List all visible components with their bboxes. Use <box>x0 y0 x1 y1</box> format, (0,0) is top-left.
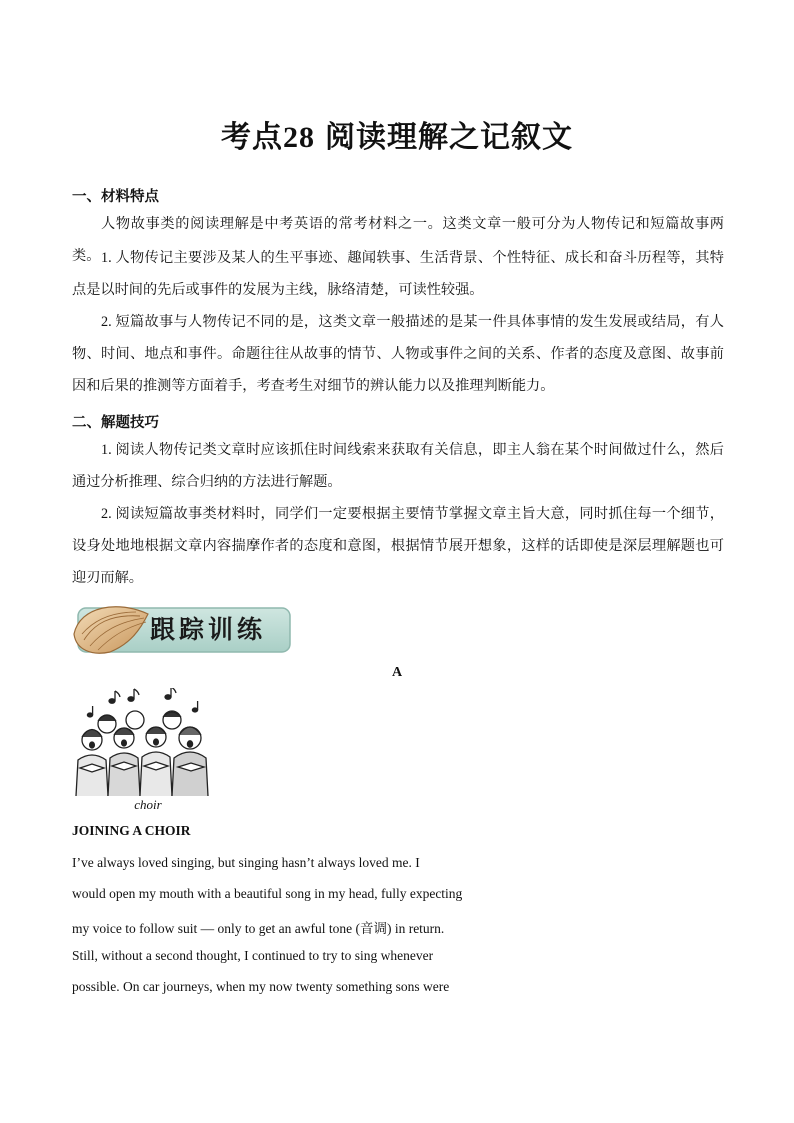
page-title <box>0 112 794 156</box>
passage-line: I’ve always loved singing, but singing hasn’t always loved me. I <box>72 855 420 870</box>
music-note-icon <box>87 706 92 717</box>
section1-paragraph-1: 1. 人物传记主要涉及某人的生平事迹、趣闻轶事、生活背景、个性特征、成长和奋斗历程等，其特点是以时间的先后或事件的发展为主线，脉络清楚，可读性较强。 <box>72 250 724 298</box>
tracking-practice-banner <box>70 600 292 658</box>
passage-line: would open my mouth with a beautiful song in my head, fully expecting <box>72 886 463 901</box>
image-caption: choir <box>134 797 162 812</box>
passage-letter: A <box>391 665 403 680</box>
choir-illustration <box>72 688 224 796</box>
music-note-icon <box>165 688 176 699</box>
music-note-icon <box>109 691 120 703</box>
passage-line: possible. On car journeys, when my now twenty something sons were <box>72 979 450 994</box>
section1-heading: 一、材料特点 <box>72 189 159 205</box>
section1-paragraph-2: 2. 短篇故事与人物传记不同的是，这类文章一般描述的是某一件具体事情的发生发展或结局，有人物、时间、地点和事件。命题往往从故事的情节、人物或事件之间的关系、作者的态度及意图、故事前因和后果的推测等方面着手，考查考生对细节的辨认能力以及推理判断能力。 <box>72 314 724 394</box>
music-note-icon <box>128 689 139 701</box>
banner-label: 跟踪训练 <box>150 615 267 644</box>
passage-line: my voice to follow suit — only to get an awful tone (音调) in return. <box>72 921 445 936</box>
section2-paragraph-0: 1. 阅读人物传记类文章时应该抓住时间线索来获取有关信息，即主人翁在某个时间做过什么，然后通过分析推理、综合归纳的方法进行解题。 <box>72 442 724 490</box>
title-prefix: 考点28 <box>221 121 315 154</box>
article-title: JOINING A CHOIR <box>72 823 191 838</box>
passage-line: Still, without a second thought, I continued to try to sing whenever <box>72 948 434 963</box>
section1-paragraph-0: 人物故事类的阅读理解是中考英语的常考材料之一。这类文章一般可分为人物传记和短篇故事两类。 <box>72 216 724 264</box>
section2-heading: 二、解题技巧 <box>72 415 159 431</box>
section2-paragraph-1: 2. 阅读短篇故事类材料时，同学们一定要根据主要情节掌握文章主旨大意，同时抓住每一个细节，设身处地地根据文章内容揣摩作者的态度和意图，根据情节展开想象，这样的话即使是深层理解题也可迎刃而解。 <box>72 506 724 586</box>
music-note-icon <box>192 701 197 712</box>
title-main: 阅读理解之记叙文 <box>325 121 573 154</box>
